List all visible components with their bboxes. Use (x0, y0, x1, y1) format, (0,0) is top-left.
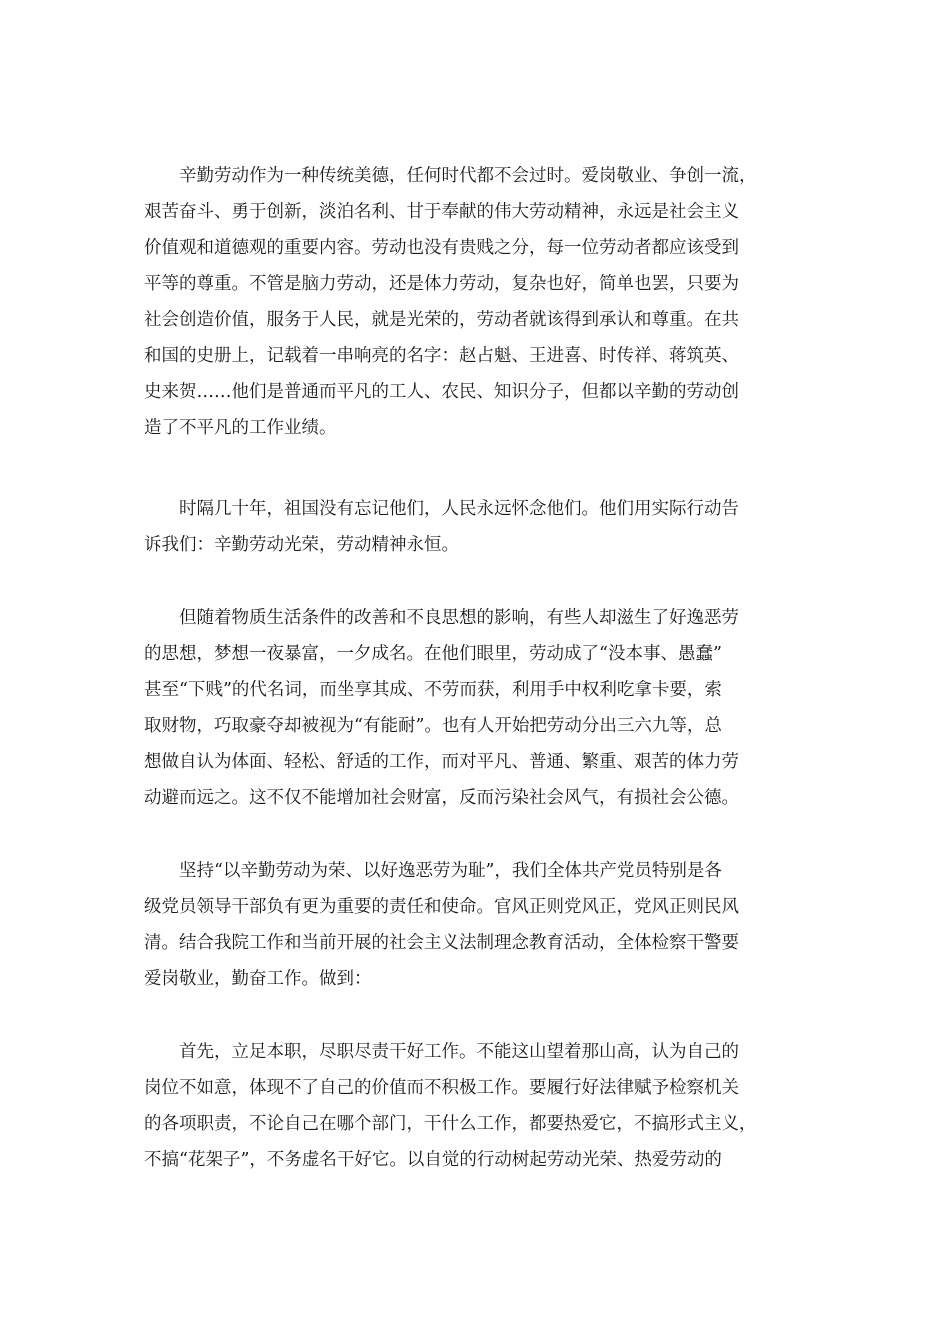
text-line: 首先，立足本职，尽职尽责干好工作。不能这山望着那山高，认为自己的 (144, 1042, 739, 1062)
text-line: 造了不平凡的工作业绩。 (144, 418, 337, 438)
paragraph-2 (144, 491, 808, 563)
text-line: 级党员领导干部负有更为重要的责任和使命。官风正则党风正，党风正则民风 (144, 897, 739, 917)
text-line: 取财物，巧取豪夺却被视为“有能耐”。也有人开始把劳动分出三六九等，总 (144, 716, 722, 736)
text-line: 辛勤劳动作为一种传统美德，任何时代都不会过时。爱岗敬业、争创一流， (144, 166, 757, 186)
text-line: 不搞“花架子”，不务虚名干好它。以自觉的行动树起劳动光荣、热爱劳动的 (144, 1150, 722, 1170)
text-line: 和国的史册上，记载着一串响亮的名字：赵占魁、王进喜、时传祥、蒋筑英、 (144, 346, 739, 366)
paragraph-3 (144, 600, 808, 816)
text-line: 岗位不如意，体现不了自己的价值而不积极工作。要履行好法律赋予检察机关 (144, 1078, 739, 1098)
text-line: 平等的尊重。不管是脑力劳动，还是体力劳动，复杂也好，简单也罢，只要为 (144, 274, 739, 294)
text-line: 爱岗敬业，勤奋工作。做到： (144, 969, 372, 989)
text-line: 动避而远之。这不仅不能增加社会财富，反而污染社会风气，有损社会公德。 (144, 788, 739, 808)
text-line: 史来贺……他们是普通而平凡的工人、农民、知识分子，但都以辛勤的劳动创 (144, 382, 739, 402)
text-line: 甚至“下贱”的代名词，而坐享其成、不劳而获，利用手中权利吃拿卡要，索 (144, 680, 722, 700)
text-line: 的思想，梦想一夜暴富，一夕成名。在他们眼里，劳动成了“没本事、愚蠢” (144, 644, 722, 664)
text-line: 的各项职责，不论自己在哪个部门，干什么工作，都要热爱它，不搞形式主义， (144, 1114, 757, 1134)
paragraph-5 (144, 1034, 808, 1178)
text-line: 但随着物质生活条件的改善和不良思想的影响，有些人却滋生了好逸恶劳 (144, 608, 739, 628)
text-line: 时隔几十年，祖国没有忘记他们，人民永远怀念他们。他们用实际行动告 (144, 499, 739, 519)
text-line: 清。结合我院工作和当前开展的社会主义法制理念教育活动，全体检察干警要 (144, 933, 739, 953)
text-line: 诉我们：辛勤劳动光荣，劳动精神永恒。 (144, 535, 459, 555)
text-line: 坚持“以辛勤劳动为荣、以好逸恶劳为耻”，我们全体共产党员特别是各 (144, 861, 722, 881)
paragraph-4 (144, 853, 808, 997)
text-line: 艰苦奋斗、勇于创新，淡泊名利、甘于奉献的伟大劳动精神，永远是社会主义 (144, 202, 739, 222)
paragraph-1 (144, 158, 808, 446)
text-line: 想做自认为体面、轻松、舒适的工作，而对平凡、普通、繁重、艰苦的体力劳 (144, 752, 739, 772)
text-line: 价值观和道德观的重要内容。劳动也没有贵贱之分，每一位劳动者都应该受到 (144, 238, 739, 258)
text-line: 社会创造价值，服务于人民，就是光荣的，劳动者就该得到承认和尊重。在共 (144, 310, 739, 330)
